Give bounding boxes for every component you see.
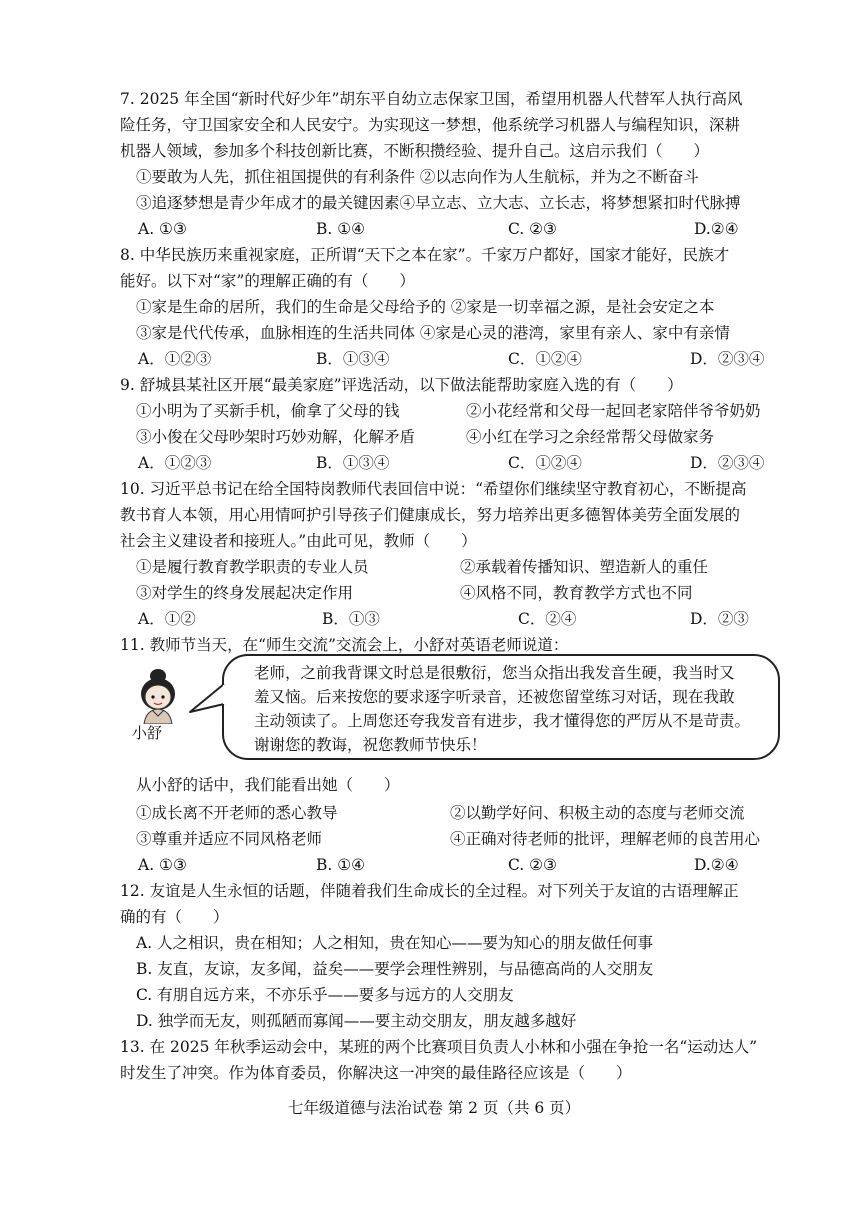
speech-line-4: 谢谢您的教诲，祝您教师节快乐！ (254, 736, 487, 754)
q10-option-c: C．②④ (518, 610, 577, 628)
q9-option-c: C．①②④ (508, 454, 582, 472)
q8-stem-line-2: 能好。以下对“家”的理解正确的有（ ） (120, 272, 415, 290)
q9-item-1: ①小明为了买新手机，偷拿了父母的钱 (136, 402, 400, 420)
girl-avatar-icon (130, 666, 186, 724)
q11-option-c: C. ②③ (508, 856, 557, 874)
q7-stem-line-1: 7. 2025 年全国“新时代好少年”胡东平自幼立志保家卫国，希望用机器人代替军人执行高风 (120, 90, 743, 108)
speech-line-2: 羞又恼。后来按您的要求逐字听录音，还被您留堂练习对话，现在我敢 (254, 688, 735, 706)
q9-option-d: D．②③④ (690, 454, 765, 472)
q8-option-a: A．①②③ (138, 350, 212, 368)
q11-stem: 11. 教师节当天，在“师生交流”交流会上，小舒对英语老师说道： (120, 636, 569, 654)
speech-bubble-tail-icon (188, 682, 228, 724)
q11-item-2: ②以勤学好问、积极主动的态度与老师交流 (450, 804, 745, 822)
q9-option-a: A．①②③ (138, 454, 212, 472)
q8-item-line-1: ①家是生命的居所，我们的生命是父母给予的 ②家是一切幸福之源，是社会安定之本 (136, 298, 715, 316)
q11-item-4: ④正确对待老师的批评，理解老师的良苦用心 (450, 830, 761, 848)
q8-option-d: D．②③④ (690, 350, 765, 368)
q8-item-line-2: ③家是代代传承，血脉相连的生活共同体 ④家是心灵的港湾，家里有亲人、家中有亲情 (136, 324, 730, 342)
q12-option-a: A. 人之相识，贵在相知；人之相知，贵在知心——要为知心的朋友做任何事 (136, 934, 654, 952)
q8-option-b: B．①③④ (316, 350, 390, 368)
q11-option-d: D.②④ (694, 856, 739, 874)
q11-question: 从小舒的话中，我们能看出她（ ） (136, 776, 400, 794)
q10-stem-line-3: 社会主义建设者和接班人。”由此可见，教师（ ） (120, 532, 477, 550)
q12-stem-line-1: 12. 友谊是人生永恒的话题，伴随着我们生命成长的全过程。对下列关于友谊的古语理解正 (120, 882, 739, 900)
q9-item-2: ②小花经常和父母一起回老家陪伴爷爷奶奶 (466, 402, 761, 420)
q10-option-d: D．②③ (690, 610, 749, 628)
q7-option-b: B. ①④ (316, 220, 366, 238)
q11-option-a: A. ①③ (138, 856, 187, 874)
q13-stem-line-2: 时发生了冲突。作为体育委员，你解决这一冲突的最佳路径应该是（ ） (120, 1064, 632, 1082)
q9-item-4: ④小红在学习之余经常帮父母做家务 (466, 428, 715, 446)
q7-stem-line-2: 险任务，守卫国家安全和人民安宁。为实现这一梦想，他系统学习机器人与编程知识，深耕 (120, 116, 741, 134)
q7-option-c: C. ②③ (508, 220, 557, 238)
q8-option-c: C．①②④ (508, 350, 582, 368)
q10-item-4: ④风格不同，教育教学方式也不同 (460, 584, 693, 602)
q13-stem-line-1: 13. 在 2025 年秋季运动会中，某班的两个比赛项目负责人小林和小强在争抢一名“运动达人” (120, 1038, 758, 1056)
q9-item-3: ③小俊在父母吵架时巧妙劝解，化解矛盾 (136, 428, 416, 446)
q7-option-d: D.②④ (694, 220, 739, 238)
page-footer: 七年级道德与法治试卷 第 2 页（共 6 页） (287, 1099, 581, 1117)
q11-option-b: B. ①④ (316, 856, 366, 874)
q10-option-b: B．①③ (322, 610, 380, 628)
q7-item-line-2: ③追逐梦想是青少年成才的最关键因素④早立志、立大志、立长志，将梦想紧扣时代脉搏 (136, 194, 741, 212)
speech-line-1: 老师，之前我背课文时总是很敷衍，您当众指出我发音生硬，我当时又 (254, 664, 735, 682)
q10-option-a: A．①② (138, 610, 196, 628)
character-name: 小舒 (132, 724, 163, 742)
speech-line-3: 主动领读了。上周您还夸我发音有进步，我才懂得您的严厉从不是苛责。 (254, 712, 751, 730)
q11-item-3: ③尊重并适应不同风格老师 (136, 830, 323, 848)
q8-stem-line-1: 8. 中华民族历来重视家庭，正所谓“天下之本在家”。千家万户都好，国家才能好，民族才 (120, 246, 730, 264)
q10-item-1: ①是履行教育教学职责的专业人员 (136, 558, 369, 576)
q10-stem-line-2: 教书育人本领，用心用情呵护引导孩子们健康成长，努力培养出更多德智体美劳全面发展的 (120, 506, 741, 524)
q7-option-a: A. ①③ (138, 220, 187, 238)
q10-stem-line-1: 10. 习近平总书记在给全国特岗教师代表回信中说：“希望你们继续坚守教育初心，不断提高 (120, 480, 747, 498)
q7-item-line-1: ①要敢为人先，抓住祖国提供的有利条件 ②以志向作为人生航标，并为之不断奋斗 (136, 168, 699, 186)
q11-item-1: ①成长离不开老师的悉心教导 (136, 804, 338, 822)
q12-option-d: D. 独学而无友，则孤陋而寡闻——要主动交朋友，朋友越多越好 (136, 1012, 577, 1030)
q10-item-2: ②承载着传播知识、塑造新人的重任 (460, 558, 709, 576)
q9-option-b: B．①③④ (316, 454, 390, 472)
q7-stem-line-3: 机器人领域，参加多个科技创新比赛，不断积攒经验、提升自己。这启示我们（ ） (120, 142, 710, 160)
q12-option-b: B. 友直，友谅，友多闻，益矣——要学会理性辨别，与品德高尚的人交朋友 (136, 960, 654, 978)
q12-option-c: C. 有朋自远方来，不亦乐乎——要多与远方的人交朋友 (136, 986, 514, 1004)
q12-stem-line-2: 确的有（ ） (120, 908, 229, 926)
q9-stem: 9. 舒城县某社区开展“最美家庭”评选活动，以下做法能帮助家庭入选的有（ ） (120, 376, 683, 394)
q10-item-3: ③对学生的终身发展起决定作用 (136, 584, 354, 602)
